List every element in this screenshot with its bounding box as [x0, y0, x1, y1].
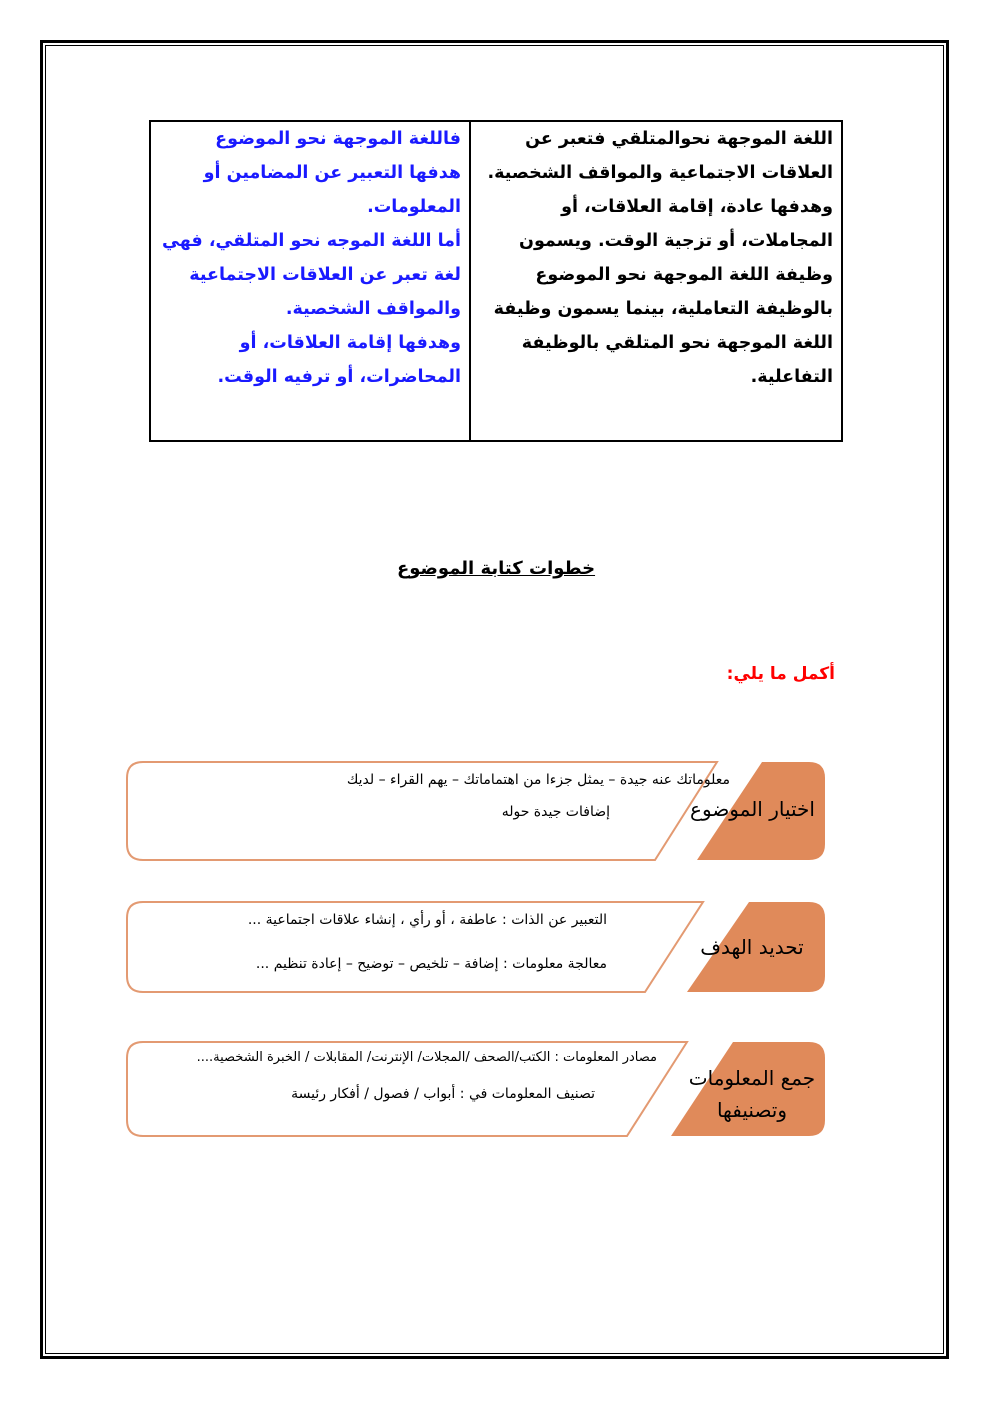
step-detail-line: إضافات جيدة حوله: [501, 804, 610, 820]
step-define-goal: [125, 900, 825, 996]
table-line: أما اللغة الموجه نحو المتلقي، فهي: [162, 231, 461, 251]
table-line: لغة تعبر عن العلاقات الاجتماعية: [189, 265, 461, 285]
table-line: المجاملات، أو تزجية الوقت. ويسمون: [519, 231, 833, 251]
step-choose-topic: [125, 760, 825, 864]
table-line: وظيفة اللغة الموجهة نحو الموضوع: [535, 265, 833, 285]
table-line: هدفها التعبير عن المضامين أو: [203, 163, 461, 183]
step-detail-line: التعبير عن الذات : عاطفة ، أو رأي ، إنشاء علاقات اجتماعية ...: [247, 912, 607, 928]
table-line: التفاعلية.: [750, 367, 833, 387]
step-detail-line: معلوماتك عنه جيدة – يمثل جزءا من اهتماماتك – يهم القراء – لديك: [346, 772, 730, 788]
table-line: وهدفها إقامة العلاقات، أو: [239, 333, 461, 353]
step-detail-line: مصادر المعلومات : الكتب/الصحف /المجلات/ الإنترنت/ المقابلات / الخبرة الشخصية....: [196, 1050, 657, 1065]
instruction-text: أكمل ما يلي:: [726, 664, 835, 684]
table-line: اللغة الموجهة نحوالمتلقي فتعبر عن: [525, 129, 833, 149]
table-line: بالوظيفة التعاملية، بينما يسمون وظيفة: [493, 299, 833, 319]
step-label: اختيار الموضوع: [690, 797, 815, 821]
step-detail-line: معالجة معلومات : إضافة – تلخيص – توضيح – إعادة تنظيم ...: [255, 956, 607, 972]
table-cell-topic-language: [151, 122, 471, 440]
table-line: والمواقف الشخصية.: [285, 299, 461, 319]
step-label: [677, 1062, 827, 1126]
section-title: خطوات كتابة الموضوع: [396, 558, 596, 579]
table-line: فاللغة الموجهة نحو الموضوع: [215, 129, 461, 149]
step-label-line: جمع المعلومات: [688, 1066, 816, 1090]
comparison-table: [149, 120, 843, 442]
table-line: العلاقات الاجتماعية والمواقف الشخصية.: [487, 163, 833, 183]
step-gather-info: [125, 1040, 825, 1140]
table-line: المعلومات.: [367, 197, 461, 217]
step-detail-line: تصنيف المعلومات في : أبواب / فصول / أفكار رئيسة: [291, 1086, 595, 1102]
table-line: المحاضرات، أو ترفيه الوقت.: [217, 367, 461, 387]
step-label-line: وتصنيفها: [716, 1098, 788, 1122]
table-cell-receiver-language: [471, 122, 841, 440]
table-line: وهدفها عادة، إقامة العلاقات، أو: [561, 197, 833, 217]
step-label: تحديد الهدف: [700, 935, 804, 959]
table-line: اللغة الموجهة نحو المتلقي بالوظيفة: [521, 333, 833, 353]
